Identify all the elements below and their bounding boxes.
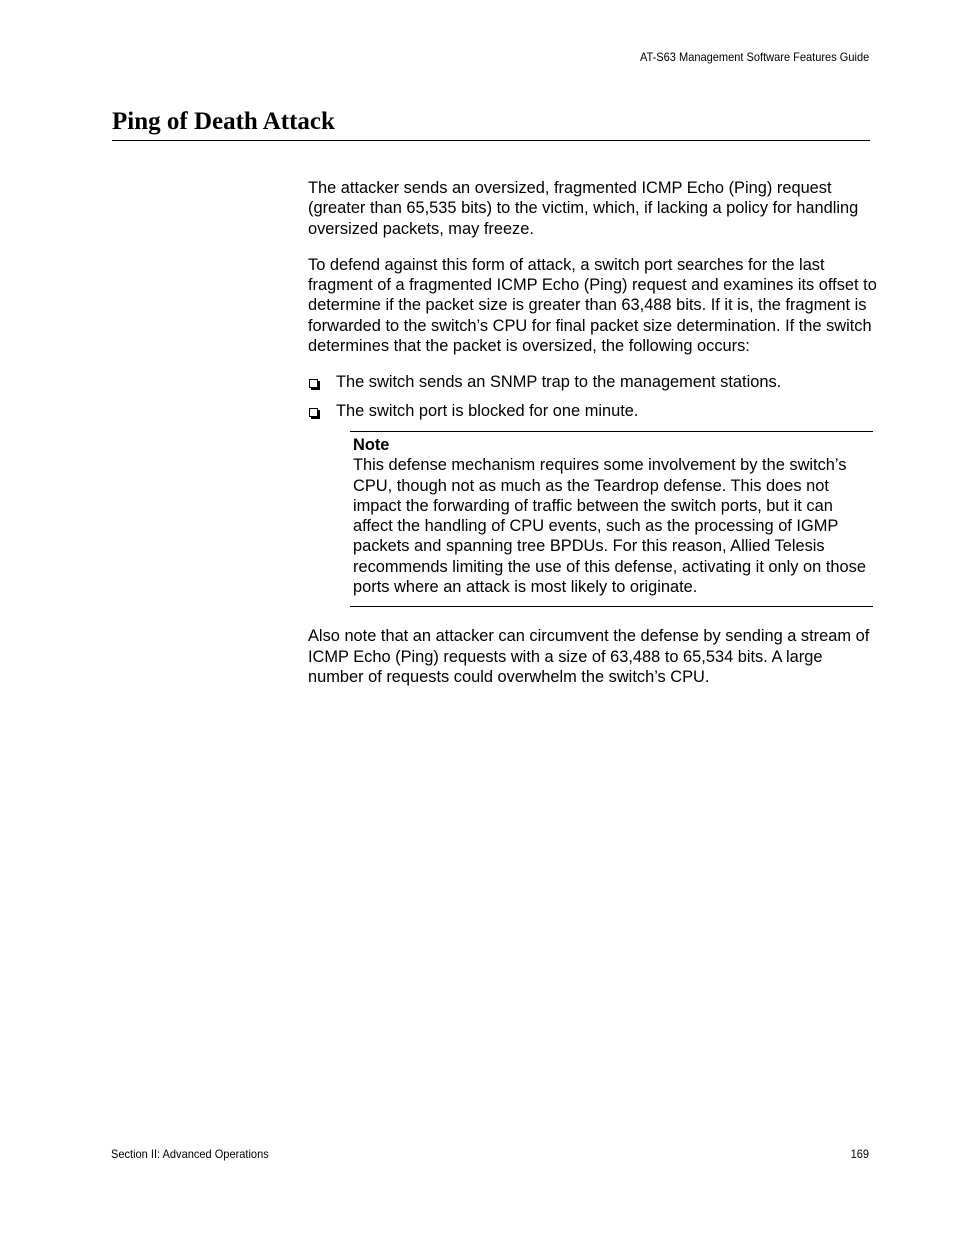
list-item	[308, 401, 878, 421]
list-item-text: The switch sends an SNMP trap to the management stations.	[336, 373, 782, 392]
page-title: Ping of Death Attack	[112, 108, 335, 135]
checkbox-square-icon	[309, 408, 318, 417]
note-text: This defense mechanism requires some involvement by the switch’s CPU, though not as much as the Teardrop defense. This does not impact the forwarding of traffic between the switch ports, but it can affect the handling of CPU events, such as the processing of IGMP packets and spanning tree BPDUs. For this reason, Allied Telesis recommends limiting the use of this defense, activating it only on those ports where an attack is most likely to originate.	[353, 456, 866, 597]
body-text	[308, 178, 878, 687]
paragraph-defense-description: To defend against this form of attack, a switch port searches for the last fragment of a fragmented ICMP Echo (Ping) request and examines its offset to determine if the packet size is greater than 63,488 bits. If it is, the fragment is forwarded to the switch’s CPU for final packet size determination. If the switch determines that the packet is oversized, the following occurs:	[308, 255, 877, 356]
page-number: 169	[850, 1147, 869, 1161]
bullet-list	[308, 372, 878, 421]
paragraph-attack-description: The attacker sends an oversized, fragmented ICMP Echo (Ping) request (greater than 65,535 bits) to the victim, which, if lacking a policy for handling oversized packets, may freeze.	[308, 179, 859, 238]
list-item-text: The switch port is blocked for one minute.	[336, 401, 639, 420]
checkbox-square-icon	[309, 379, 318, 388]
footer-section: Section II: Advanced Operations	[111, 1147, 269, 1161]
list-item	[308, 372, 878, 392]
note-box	[350, 431, 873, 607]
note-label: Note	[353, 435, 390, 454]
running-header: AT-S63 Management Software Features Guide	[639, 50, 869, 64]
title-rule	[112, 140, 870, 141]
paragraph-closing: Also note that an attacker can circumvent the defense by sending a stream of ICMP Echo (Ping) requests with a size of 63,488 to 65,534 bits. A large number of requests could overwhelm the switch’s CPU.	[308, 627, 870, 686]
